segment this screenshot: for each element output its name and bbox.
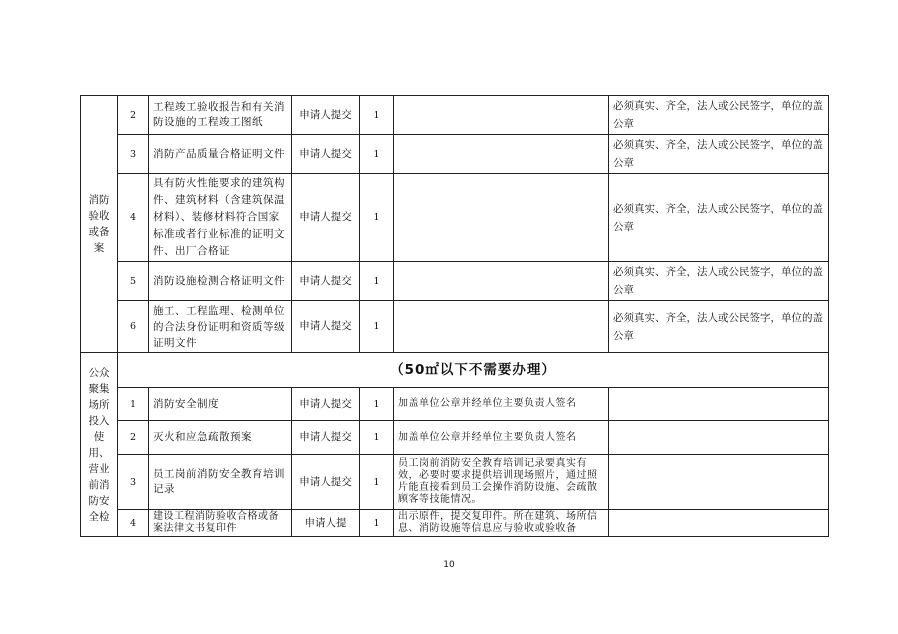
copy-count: 1: [360, 301, 394, 353]
category-cell: 公众聚集场所投入使用、营业前消防安全检: [81, 353, 118, 537]
row-number: 5: [118, 262, 149, 301]
row-number: 6: [118, 301, 149, 353]
description-cell: [394, 301, 609, 353]
row-number: 4: [118, 510, 149, 537]
submitter: 申请人提交: [292, 96, 360, 135]
material-name: 消防安全制度: [149, 388, 292, 421]
submitter: 申请人提交: [292, 388, 360, 421]
row-number: 3: [118, 135, 149, 174]
copy-count: 1: [360, 262, 394, 301]
requirement-cell: 必须真实、齐全，法人或公民签字，单位的盖公章: [609, 174, 829, 262]
copy-count: 1: [360, 388, 394, 421]
material-name: 工程竣工验收报告和有关消防设施的工程竣工图纸: [149, 96, 292, 135]
table-row: [81, 353, 829, 388]
row-number: 2: [118, 421, 149, 455]
requirement-cell: [609, 455, 829, 510]
description-cell: [394, 174, 609, 262]
category-cell: 消防验收或备案: [81, 96, 118, 353]
requirement-cell: 必须真实、齐全，法人或公民签字，单位的盖公章: [609, 301, 829, 353]
page-number: 10: [443, 560, 455, 570]
row-number: 4: [118, 174, 149, 262]
submitter: 申请人提交: [292, 135, 360, 174]
row-number: 1: [118, 388, 149, 421]
description-cell: 加盖单位公章并经单位主要负责人签名: [394, 421, 609, 455]
submitter: 申请人提交: [292, 455, 360, 510]
table-row: [81, 301, 829, 353]
table-row: [81, 388, 829, 421]
row-number: 2: [118, 96, 149, 135]
table-row: [81, 135, 829, 174]
description-cell: [394, 135, 609, 174]
material-name: 消防设施检测合格证明文件: [149, 262, 292, 301]
description-cell: 出示原件，提交复印件。所在建筑、场所信息、消防设施等信息应与验收或验收备: [394, 510, 609, 537]
copy-count: 1: [360, 455, 394, 510]
area-note: （50㎡以下不需要办理）: [118, 353, 829, 388]
requirement-cell: [609, 388, 829, 421]
row-number: 3: [118, 455, 149, 510]
requirement-cell: 必须真实、齐全，法人或公民签字，单位的盖公章: [609, 96, 829, 135]
table-row: [81, 421, 829, 455]
submitter: 申请人提交: [292, 174, 360, 262]
copy-count: 1: [360, 135, 394, 174]
requirement-cell: 必须真实、齐全，法人或公民签字，单位的盖公章: [609, 135, 829, 174]
submitter: 申请人提交: [292, 421, 360, 455]
description-cell: [394, 262, 609, 301]
submitter: 申请人提交: [292, 301, 360, 353]
table-row: [81, 510, 829, 537]
table-row: [81, 96, 829, 135]
table-row: [81, 455, 829, 510]
material-name: 消防产品质量合格证明文件: [149, 135, 292, 174]
description-cell: 员工岗前消防安全教育培训记录要真实有效，必要时要求提供培训现场照片，通过照片能直接看到员工会操作消防设施、会疏散顾客等技能情况。: [394, 455, 609, 510]
requirement-cell: 必须真实、齐全，法人或公民签字，单位的盖公章: [609, 262, 829, 301]
copy-count: 1: [360, 174, 394, 262]
material-name: 员工岗前消防安全教育培训记录: [149, 455, 292, 510]
requirement-cell: [609, 510, 829, 537]
material-name: 施工、工程监理、检测单位的合法身份证明和资质等级证明文件: [149, 301, 292, 353]
materials-table: [80, 95, 829, 537]
description-cell: [394, 96, 609, 135]
copy-count: 1: [360, 510, 394, 537]
description-cell: 加盖单位公章并经单位主要负责人签名: [394, 388, 609, 421]
material-name: 灭火和应急疏散预案: [149, 421, 292, 455]
material-name: 建设工程消防验收合格或备案法律文书复印件: [149, 510, 292, 537]
submitter: 申请人提: [292, 510, 360, 537]
table-row: [81, 262, 829, 301]
requirement-cell: [609, 421, 829, 455]
submitter: 申请人提交: [292, 262, 360, 301]
copy-count: 1: [360, 96, 394, 135]
table-row: [81, 174, 829, 262]
copy-count: 1: [360, 421, 394, 455]
material-name: 具有防火性能要求的建筑构件、建筑材料（含建筑保温材料）、装修材料符合国家标准或者行业标准的证明文件、出厂合格证: [149, 174, 292, 262]
